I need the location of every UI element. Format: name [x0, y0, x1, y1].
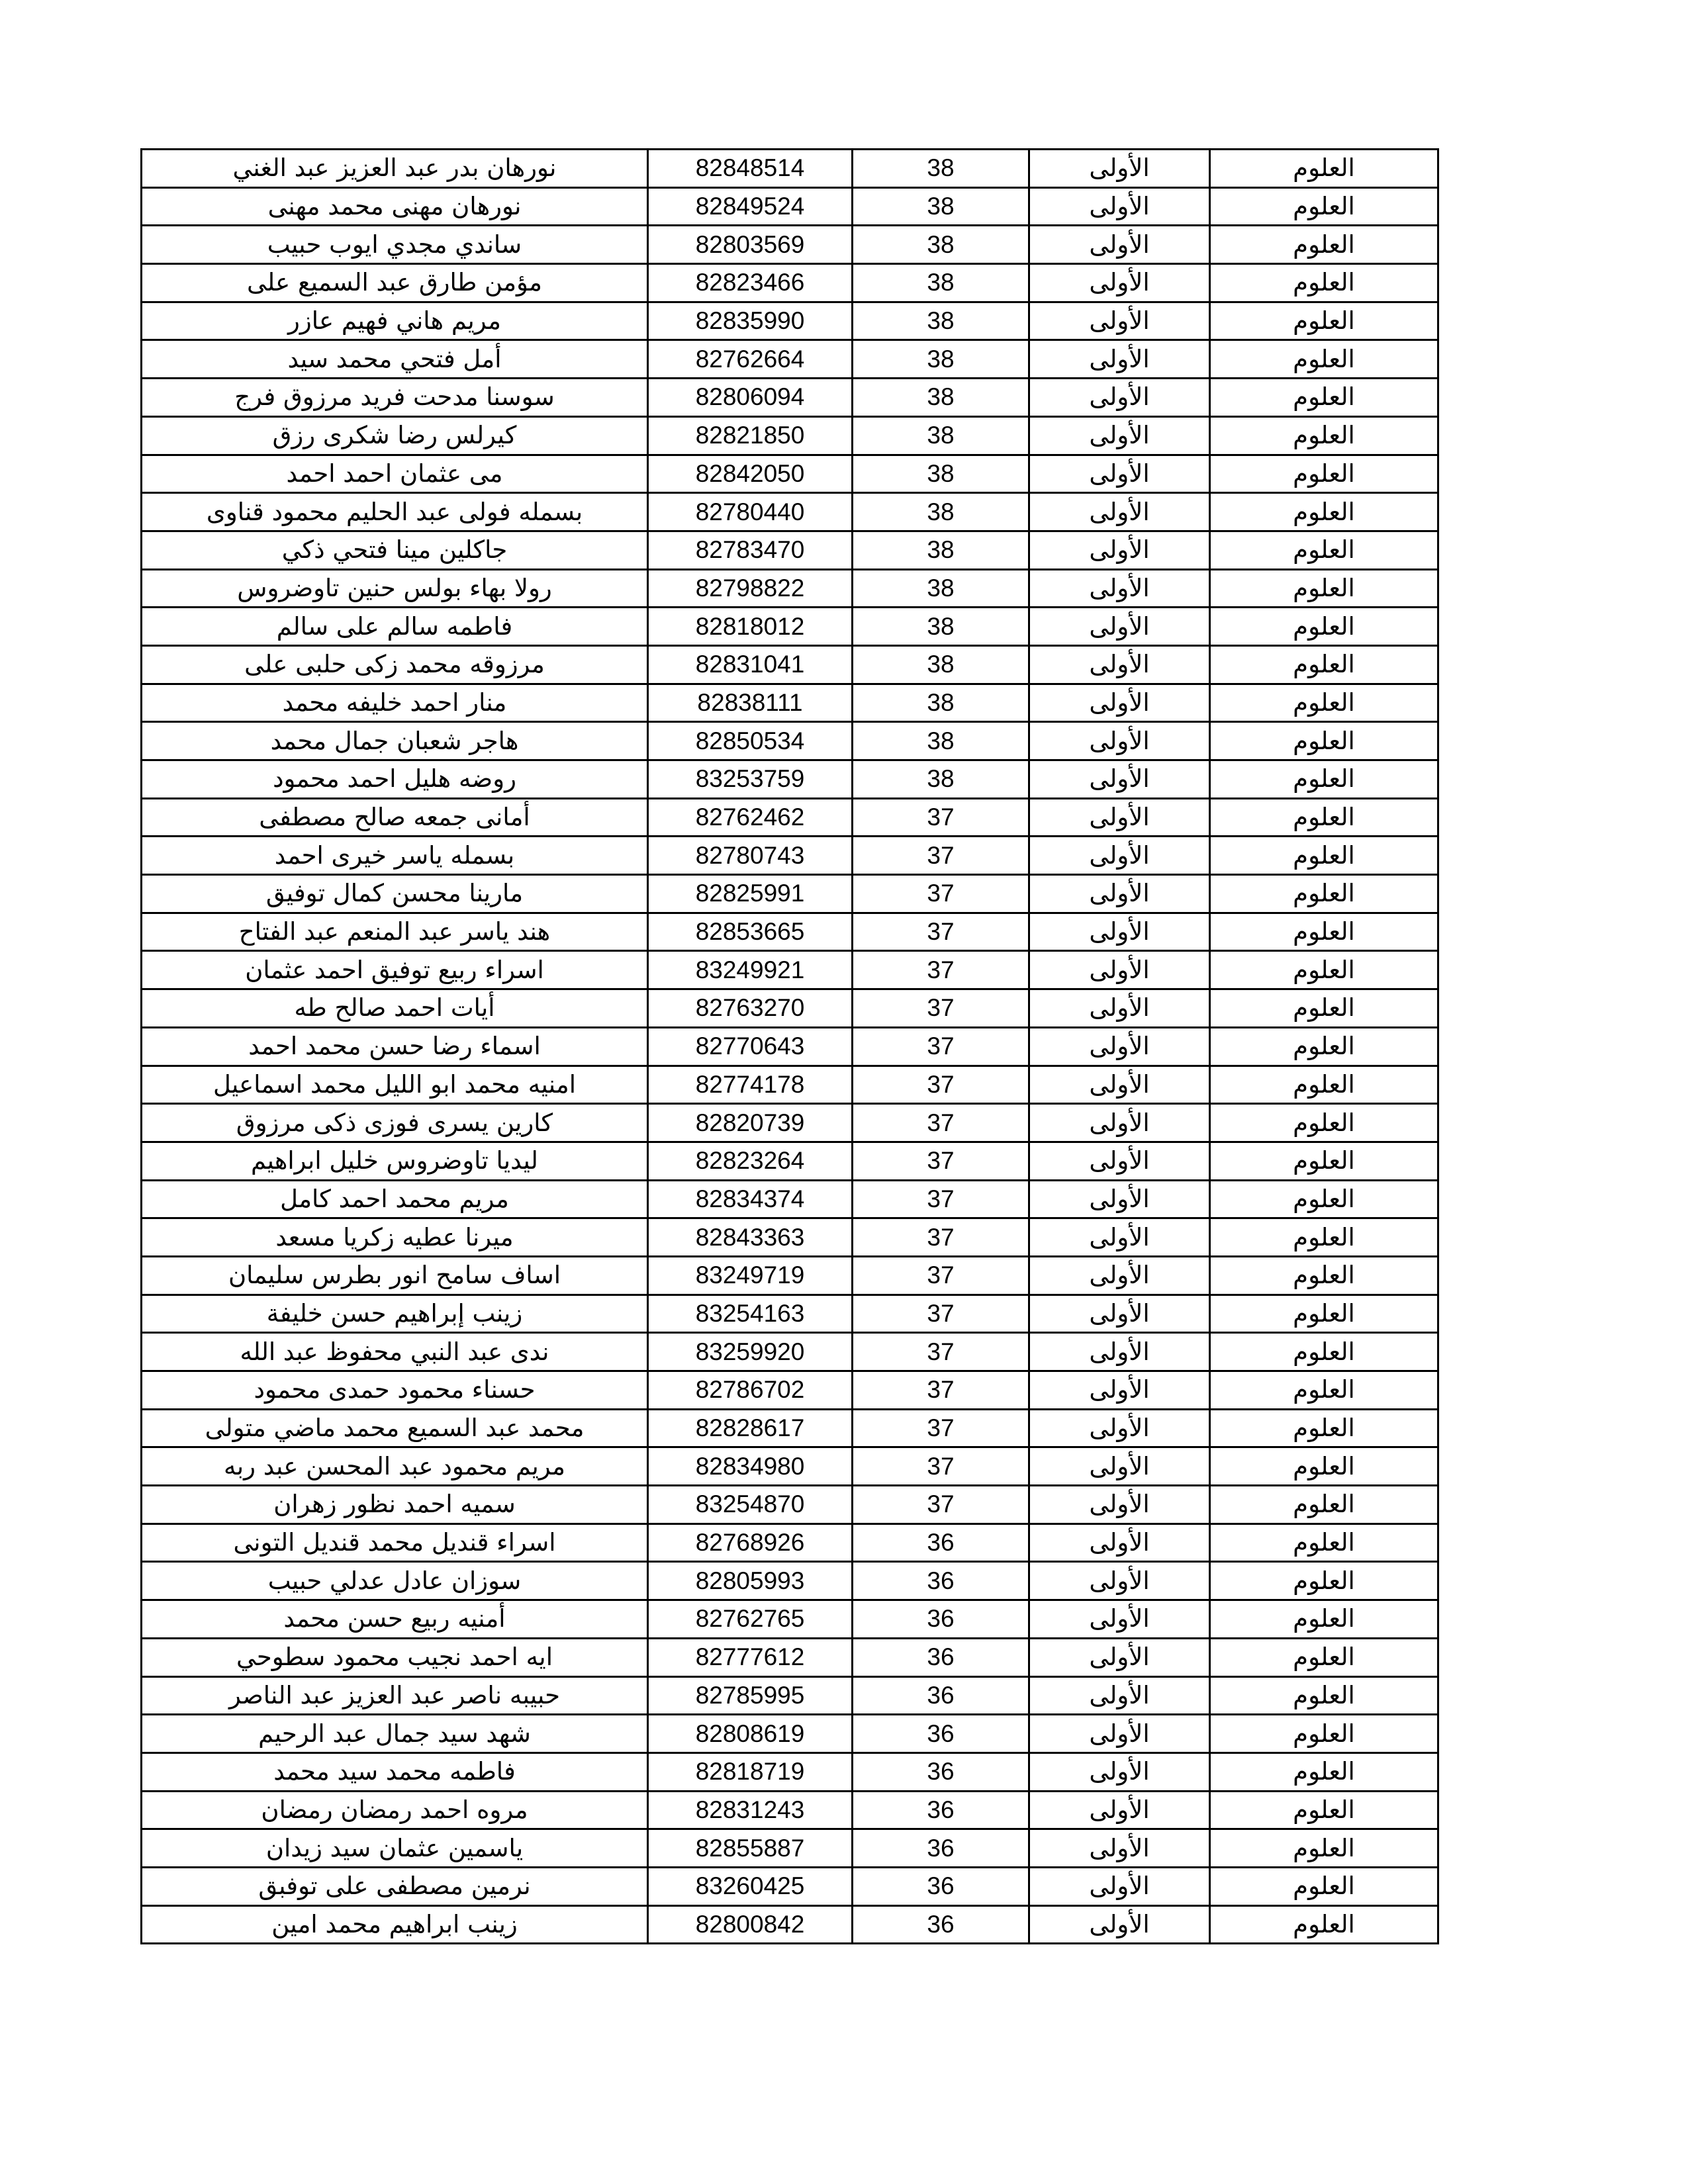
division-cell: العلوم — [1210, 1027, 1438, 1066]
division-cell: العلوم — [1210, 1524, 1438, 1562]
rank-cell: الأولى — [1029, 913, 1210, 951]
student-name-cell: سميه احمد نظور زهران — [142, 1486, 648, 1524]
score-cell: 37 — [853, 1256, 1029, 1295]
seat-number-cell: 82770643 — [648, 1027, 853, 1066]
division-cell: العلوم — [1210, 150, 1438, 188]
seat-number-cell: 83260425 — [648, 1867, 853, 1905]
seat-number-cell: 82828617 — [648, 1409, 853, 1447]
seat-number-cell: 82853665 — [648, 913, 853, 951]
table-row — [142, 264, 1438, 302]
table-row — [142, 1333, 1438, 1371]
division-cell: العلوم — [1210, 608, 1438, 646]
seat-number-cell: 82806094 — [648, 379, 853, 417]
student-name-cell: سوزان عادل عدلي حبيب — [142, 1562, 648, 1600]
table-row — [142, 684, 1438, 722]
rank-cell: الأولى — [1029, 1218, 1210, 1257]
division-cell: العلوم — [1210, 264, 1438, 302]
score-cell: 37 — [853, 1333, 1029, 1371]
division-cell: العلوم — [1210, 1142, 1438, 1180]
seat-number-cell: 82818012 — [648, 608, 853, 646]
table-row — [142, 1371, 1438, 1410]
division-cell: العلوم — [1210, 1638, 1438, 1676]
rank-cell: الأولى — [1029, 798, 1210, 837]
division-cell: العلوم — [1210, 1600, 1438, 1639]
rank-cell: الأولى — [1029, 1295, 1210, 1333]
table-row — [142, 1447, 1438, 1486]
student-name-cell: امنيه محمد ابو الليل محمد اسماعيل — [142, 1066, 648, 1104]
table-row — [142, 302, 1438, 340]
seat-number-cell: 82780440 — [648, 493, 853, 531]
student-name-cell: مؤمن طارق عبد السميع على — [142, 264, 648, 302]
rank-cell: الأولى — [1029, 760, 1210, 799]
division-cell: العلوم — [1210, 340, 1438, 379]
rank-cell: الأولى — [1029, 1867, 1210, 1905]
score-cell: 37 — [853, 1295, 1029, 1333]
division-cell: العلوم — [1210, 1752, 1438, 1791]
rank-cell: الأولى — [1029, 379, 1210, 417]
seat-number-cell: 82785995 — [648, 1676, 853, 1715]
table-row — [142, 1752, 1438, 1791]
division-cell: العلوم — [1210, 1104, 1438, 1142]
rank-cell: الأولى — [1029, 1104, 1210, 1142]
score-cell: 37 — [853, 1104, 1029, 1142]
seat-number-cell: 82850534 — [648, 722, 853, 760]
score-cell: 38 — [853, 493, 1029, 531]
seat-number-cell: 83249921 — [648, 951, 853, 989]
rank-cell: الأولى — [1029, 1676, 1210, 1715]
division-cell: العلوم — [1210, 1791, 1438, 1829]
student-name-cell: حبيبه ناصر عبد العزيز عبد الناصر — [142, 1676, 648, 1715]
table-row — [142, 875, 1438, 913]
division-cell: العلوم — [1210, 1829, 1438, 1868]
division-cell: العلوم — [1210, 1371, 1438, 1410]
table-row — [142, 493, 1438, 531]
score-cell: 36 — [853, 1524, 1029, 1562]
table-row — [142, 1180, 1438, 1218]
table-row — [142, 1562, 1438, 1600]
seat-number-cell: 82803569 — [648, 226, 853, 264]
rank-cell: الأولى — [1029, 1638, 1210, 1676]
student-name-cell: شهد سيد جمال عبد الرحيم — [142, 1715, 648, 1753]
division-cell: العلوم — [1210, 989, 1438, 1028]
table-row — [142, 1829, 1438, 1868]
rank-cell: الأولى — [1029, 875, 1210, 913]
table-row — [142, 226, 1438, 264]
table-row — [142, 187, 1438, 226]
rank-cell: الأولى — [1029, 569, 1210, 608]
table-row — [142, 569, 1438, 608]
rank-cell: الأولى — [1029, 722, 1210, 760]
seat-number-cell: 82823466 — [648, 264, 853, 302]
seat-number-cell: 82834980 — [648, 1447, 853, 1486]
table-row — [142, 608, 1438, 646]
rank-cell: الأولى — [1029, 951, 1210, 989]
seat-number-cell: 82821850 — [648, 416, 853, 455]
student-name-cell: فاطمه محمد سيد محمد — [142, 1752, 648, 1791]
student-name-cell: فاطمه سالم على سالم — [142, 608, 648, 646]
score-cell: 38 — [853, 302, 1029, 340]
division-cell: العلوم — [1210, 187, 1438, 226]
student-name-cell: محمد عبد السميع محمد ماضي متولى — [142, 1409, 648, 1447]
student-name-cell: كارين يسرى فوزى ذكى مرزوق — [142, 1104, 648, 1142]
score-cell: 38 — [853, 150, 1029, 188]
student-name-cell: أيات احمد صالح طه — [142, 989, 648, 1028]
division-cell: العلوم — [1210, 951, 1438, 989]
table-row — [142, 1486, 1438, 1524]
student-name-cell: هند ياسر عبد المنعم عبد الفتاح — [142, 913, 648, 951]
table-row — [142, 150, 1438, 188]
division-cell: العلوم — [1210, 1447, 1438, 1486]
score-cell: 37 — [853, 951, 1029, 989]
division-cell: العلوم — [1210, 837, 1438, 875]
table-row — [142, 645, 1438, 684]
score-cell: 36 — [853, 1791, 1029, 1829]
student-name-cell: اسراء ربيع توفيق احمد عثمان — [142, 951, 648, 989]
rank-cell: الأولى — [1029, 989, 1210, 1028]
table-row — [142, 379, 1438, 417]
seat-number-cell: 82768926 — [648, 1524, 853, 1562]
score-cell: 38 — [853, 187, 1029, 226]
table-row — [142, 1104, 1438, 1142]
student-name-cell: رولا بهاء بولس حنين تاوضروس — [142, 569, 648, 608]
student-name-cell: حسناء محمود حمدى محمود — [142, 1371, 648, 1410]
student-name-cell: أمل فتحي محمد سيد — [142, 340, 648, 379]
score-cell: 37 — [853, 989, 1029, 1028]
seat-number-cell: 82849524 — [648, 187, 853, 226]
rank-cell: الأولى — [1029, 1905, 1210, 1944]
division-cell: العلوم — [1210, 1562, 1438, 1600]
score-cell: 38 — [853, 264, 1029, 302]
rank-cell: الأولى — [1029, 1600, 1210, 1639]
score-cell: 37 — [853, 837, 1029, 875]
score-cell: 36 — [853, 1905, 1029, 1944]
division-cell: العلوم — [1210, 416, 1438, 455]
rank-cell: الأولى — [1029, 1371, 1210, 1410]
seat-number-cell: 82774178 — [648, 1066, 853, 1104]
division-cell: العلوم — [1210, 722, 1438, 760]
division-cell: العلوم — [1210, 531, 1438, 569]
table-row — [142, 722, 1438, 760]
division-cell: العلوم — [1210, 1256, 1438, 1295]
student-name-cell: ايه احمد نجيب محمود سطوحي — [142, 1638, 648, 1676]
score-cell: 36 — [853, 1600, 1029, 1639]
score-cell: 37 — [853, 1409, 1029, 1447]
rank-cell: الأولى — [1029, 608, 1210, 646]
seat-number-cell: 82843363 — [648, 1218, 853, 1257]
rank-cell: الأولى — [1029, 416, 1210, 455]
table-row — [142, 798, 1438, 837]
table-row — [142, 340, 1438, 379]
division-cell: العلوم — [1210, 379, 1438, 417]
table-row — [142, 1524, 1438, 1562]
seat-number-cell: 82834374 — [648, 1180, 853, 1218]
table-row — [142, 1256, 1438, 1295]
seat-number-cell: 82848514 — [648, 150, 853, 188]
rank-cell: الأولى — [1029, 531, 1210, 569]
rank-cell: الأولى — [1029, 187, 1210, 226]
seat-number-cell: 83259920 — [648, 1333, 853, 1371]
student-name-cell: بسمله فولى عبد الحليم محمود قناوى — [142, 493, 648, 531]
seat-number-cell: 82823264 — [648, 1142, 853, 1180]
table-row — [142, 913, 1438, 951]
division-cell: العلوم — [1210, 226, 1438, 264]
score-cell: 37 — [853, 875, 1029, 913]
seat-number-cell: 83254870 — [648, 1486, 853, 1524]
seat-number-cell: 82818719 — [648, 1752, 853, 1791]
table-row — [142, 455, 1438, 493]
rank-cell: الأولى — [1029, 1333, 1210, 1371]
score-cell: 38 — [853, 760, 1029, 799]
rank-cell: الأولى — [1029, 493, 1210, 531]
score-cell: 38 — [853, 226, 1029, 264]
score-cell: 38 — [853, 416, 1029, 455]
rank-cell: الأولى — [1029, 837, 1210, 875]
score-cell: 36 — [853, 1752, 1029, 1791]
student-name-cell: ليديا تاوضروس خليل ابراهيم — [142, 1142, 648, 1180]
score-cell: 36 — [853, 1638, 1029, 1676]
table-row — [142, 1142, 1438, 1180]
table-row — [142, 1027, 1438, 1066]
seat-number-cell: 82825991 — [648, 875, 853, 913]
student-name-cell: ميرنا عطيه زكريا مسعد — [142, 1218, 648, 1257]
table-row — [142, 760, 1438, 799]
division-cell: العلوم — [1210, 1409, 1438, 1447]
seat-number-cell: 82842050 — [648, 455, 853, 493]
seat-number-cell: 82762664 — [648, 340, 853, 379]
rank-cell: الأولى — [1029, 1486, 1210, 1524]
score-cell: 37 — [853, 1371, 1029, 1410]
rank-cell: الأولى — [1029, 1409, 1210, 1447]
results-table-body — [142, 150, 1438, 1944]
student-name-cell: مرزوقه محمد زكى حلبى على — [142, 645, 648, 684]
rank-cell: الأولى — [1029, 226, 1210, 264]
student-name-cell: مريم هاني فهيم عازر — [142, 302, 648, 340]
division-cell: العلوم — [1210, 760, 1438, 799]
table-row — [142, 1867, 1438, 1905]
student-name-cell: زينب إبراهيم حسن خليفة — [142, 1295, 648, 1333]
rank-cell: الأولى — [1029, 1180, 1210, 1218]
rank-cell: الأولى — [1029, 1142, 1210, 1180]
table-row — [142, 1715, 1438, 1753]
rank-cell: الأولى — [1029, 1791, 1210, 1829]
seat-number-cell: 82835990 — [648, 302, 853, 340]
seat-number-cell: 82798822 — [648, 569, 853, 608]
division-cell: العلوم — [1210, 1905, 1438, 1944]
student-name-cell: ساندي مجدي ايوب حبيب — [142, 226, 648, 264]
score-cell: 37 — [853, 1447, 1029, 1486]
division-cell: العلوم — [1210, 1486, 1438, 1524]
score-cell: 38 — [853, 455, 1029, 493]
rank-cell: الأولى — [1029, 1752, 1210, 1791]
student-name-cell: نرمين مصطفى على توفبق — [142, 1867, 648, 1905]
score-cell: 38 — [853, 569, 1029, 608]
seat-number-cell: 83253759 — [648, 760, 853, 799]
student-name-cell: ندى عبد النبي محفوظ عبد الله — [142, 1333, 648, 1371]
seat-number-cell: 83254163 — [648, 1295, 853, 1333]
student-name-cell: اسماء رضا حسن محمد احمد — [142, 1027, 648, 1066]
rank-cell: الأولى — [1029, 150, 1210, 188]
student-name-cell: اساف سامح انور بطرس سليمان — [142, 1256, 648, 1295]
table-row — [142, 1676, 1438, 1715]
score-cell: 38 — [853, 340, 1029, 379]
rank-cell: الأولى — [1029, 645, 1210, 684]
score-cell: 38 — [853, 379, 1029, 417]
student-name-cell: ياسمين عثمان سيد زيدان — [142, 1829, 648, 1868]
table-row — [142, 1600, 1438, 1639]
division-cell: العلوم — [1210, 1715, 1438, 1753]
score-cell: 36 — [853, 1829, 1029, 1868]
score-cell: 36 — [853, 1715, 1029, 1753]
rank-cell: الأولى — [1029, 684, 1210, 722]
score-cell: 37 — [853, 1486, 1029, 1524]
division-cell: العلوم — [1210, 798, 1438, 837]
seat-number-cell: 82800842 — [648, 1905, 853, 1944]
score-cell: 38 — [853, 722, 1029, 760]
table-row — [142, 1409, 1438, 1447]
score-cell: 38 — [853, 608, 1029, 646]
student-name-cell: مريم محمد احمد كامل — [142, 1180, 648, 1218]
seat-number-cell: 83249719 — [648, 1256, 853, 1295]
score-cell: 38 — [853, 684, 1029, 722]
score-cell: 38 — [853, 645, 1029, 684]
seat-number-cell: 82777612 — [648, 1638, 853, 1676]
score-cell: 38 — [853, 531, 1029, 569]
score-cell: 37 — [853, 1027, 1029, 1066]
division-cell: العلوم — [1210, 569, 1438, 608]
division-cell: العلوم — [1210, 455, 1438, 493]
table-row — [142, 1295, 1438, 1333]
score-cell: 37 — [853, 1066, 1029, 1104]
seat-number-cell: 82805993 — [648, 1562, 853, 1600]
rank-cell: الأولى — [1029, 1524, 1210, 1562]
table-row — [142, 951, 1438, 989]
table-row — [142, 1218, 1438, 1257]
division-cell: العلوم — [1210, 302, 1438, 340]
table-row — [142, 1905, 1438, 1944]
student-name-cell: نورهان بدر عبد العزيز عبد الغني — [142, 150, 648, 188]
rank-cell: الأولى — [1029, 1066, 1210, 1104]
division-cell: العلوم — [1210, 1295, 1438, 1333]
rank-cell: الأولى — [1029, 1027, 1210, 1066]
student-name-cell: جاكلين مينا فتحي ذكي — [142, 531, 648, 569]
seat-number-cell: 82831041 — [648, 645, 853, 684]
table-row — [142, 1066, 1438, 1104]
division-cell: العلوم — [1210, 1180, 1438, 1218]
student-name-cell: مروه احمد رمضان رمضان — [142, 1791, 648, 1829]
seat-number-cell: 82763270 — [648, 989, 853, 1028]
table-row — [142, 837, 1438, 875]
table-row — [142, 1791, 1438, 1829]
rank-cell: الأولى — [1029, 1829, 1210, 1868]
rank-cell: الأولى — [1029, 1447, 1210, 1486]
student-name-cell: روضه هليل احمد محمود — [142, 760, 648, 799]
table-row — [142, 531, 1438, 569]
seat-number-cell: 82808619 — [648, 1715, 853, 1753]
division-cell: العلوم — [1210, 684, 1438, 722]
student-name-cell: مريم محمود عبد المحسن عبد ربه — [142, 1447, 648, 1486]
seat-number-cell: 82838111 — [648, 684, 853, 722]
results-sheet — [140, 148, 1427, 1944]
score-cell: 37 — [853, 1218, 1029, 1257]
seat-number-cell: 82762765 — [648, 1600, 853, 1639]
division-cell: العلوم — [1210, 1676, 1438, 1715]
table-row — [142, 989, 1438, 1028]
results-table — [140, 148, 1439, 1944]
score-cell: 36 — [853, 1562, 1029, 1600]
rank-cell: الأولى — [1029, 1256, 1210, 1295]
score-cell: 36 — [853, 1676, 1029, 1715]
score-cell: 37 — [853, 1142, 1029, 1180]
division-cell: العلوم — [1210, 1218, 1438, 1257]
rank-cell: الأولى — [1029, 1562, 1210, 1600]
division-cell: العلوم — [1210, 645, 1438, 684]
division-cell: العلوم — [1210, 913, 1438, 951]
division-cell: العلوم — [1210, 1066, 1438, 1104]
student-name-cell: زينب ابراهيم محمد امين — [142, 1905, 648, 1944]
table-row — [142, 416, 1438, 455]
division-cell: العلوم — [1210, 1867, 1438, 1905]
student-name-cell: بسمله ياسر خيرى احمد — [142, 837, 648, 875]
seat-number-cell: 82831243 — [648, 1791, 853, 1829]
rank-cell: الأولى — [1029, 340, 1210, 379]
score-cell: 36 — [853, 1867, 1029, 1905]
student-name-cell: نورهان مهنى محمد مهنى — [142, 187, 648, 226]
seat-number-cell: 82855887 — [648, 1829, 853, 1868]
rank-cell: الأولى — [1029, 264, 1210, 302]
student-name-cell: اسراء قنديل محمد قنديل التونى — [142, 1524, 648, 1562]
score-cell: 37 — [853, 913, 1029, 951]
division-cell: العلوم — [1210, 875, 1438, 913]
seat-number-cell: 82780743 — [648, 837, 853, 875]
student-name-cell: منار احمد خليفه محمد — [142, 684, 648, 722]
score-cell: 37 — [853, 1180, 1029, 1218]
rank-cell: الأولى — [1029, 455, 1210, 493]
student-name-cell: مارينا محسن كمال توفيق — [142, 875, 648, 913]
student-name-cell: كيرلس رضا شكرى رزق — [142, 416, 648, 455]
rank-cell: الأولى — [1029, 302, 1210, 340]
rank-cell: الأولى — [1029, 1715, 1210, 1753]
student-name-cell: أمانى جمعه صالح مصطفى — [142, 798, 648, 837]
seat-number-cell: 82820739 — [648, 1104, 853, 1142]
score-cell: 37 — [853, 798, 1029, 837]
division-cell: العلوم — [1210, 1333, 1438, 1371]
table-row — [142, 1638, 1438, 1676]
seat-number-cell: 82783470 — [648, 531, 853, 569]
division-cell: العلوم — [1210, 493, 1438, 531]
student-name-cell: مى عثمان احمد احمد — [142, 455, 648, 493]
student-name-cell: أمنيه ربيع حسن محمد — [142, 1600, 648, 1639]
student-name-cell: هاجر شعبان جمال محمد — [142, 722, 648, 760]
seat-number-cell: 82786702 — [648, 1371, 853, 1410]
student-name-cell: سوسنا مدحت فريد مرزوق فرج — [142, 379, 648, 417]
seat-number-cell: 82762462 — [648, 798, 853, 837]
